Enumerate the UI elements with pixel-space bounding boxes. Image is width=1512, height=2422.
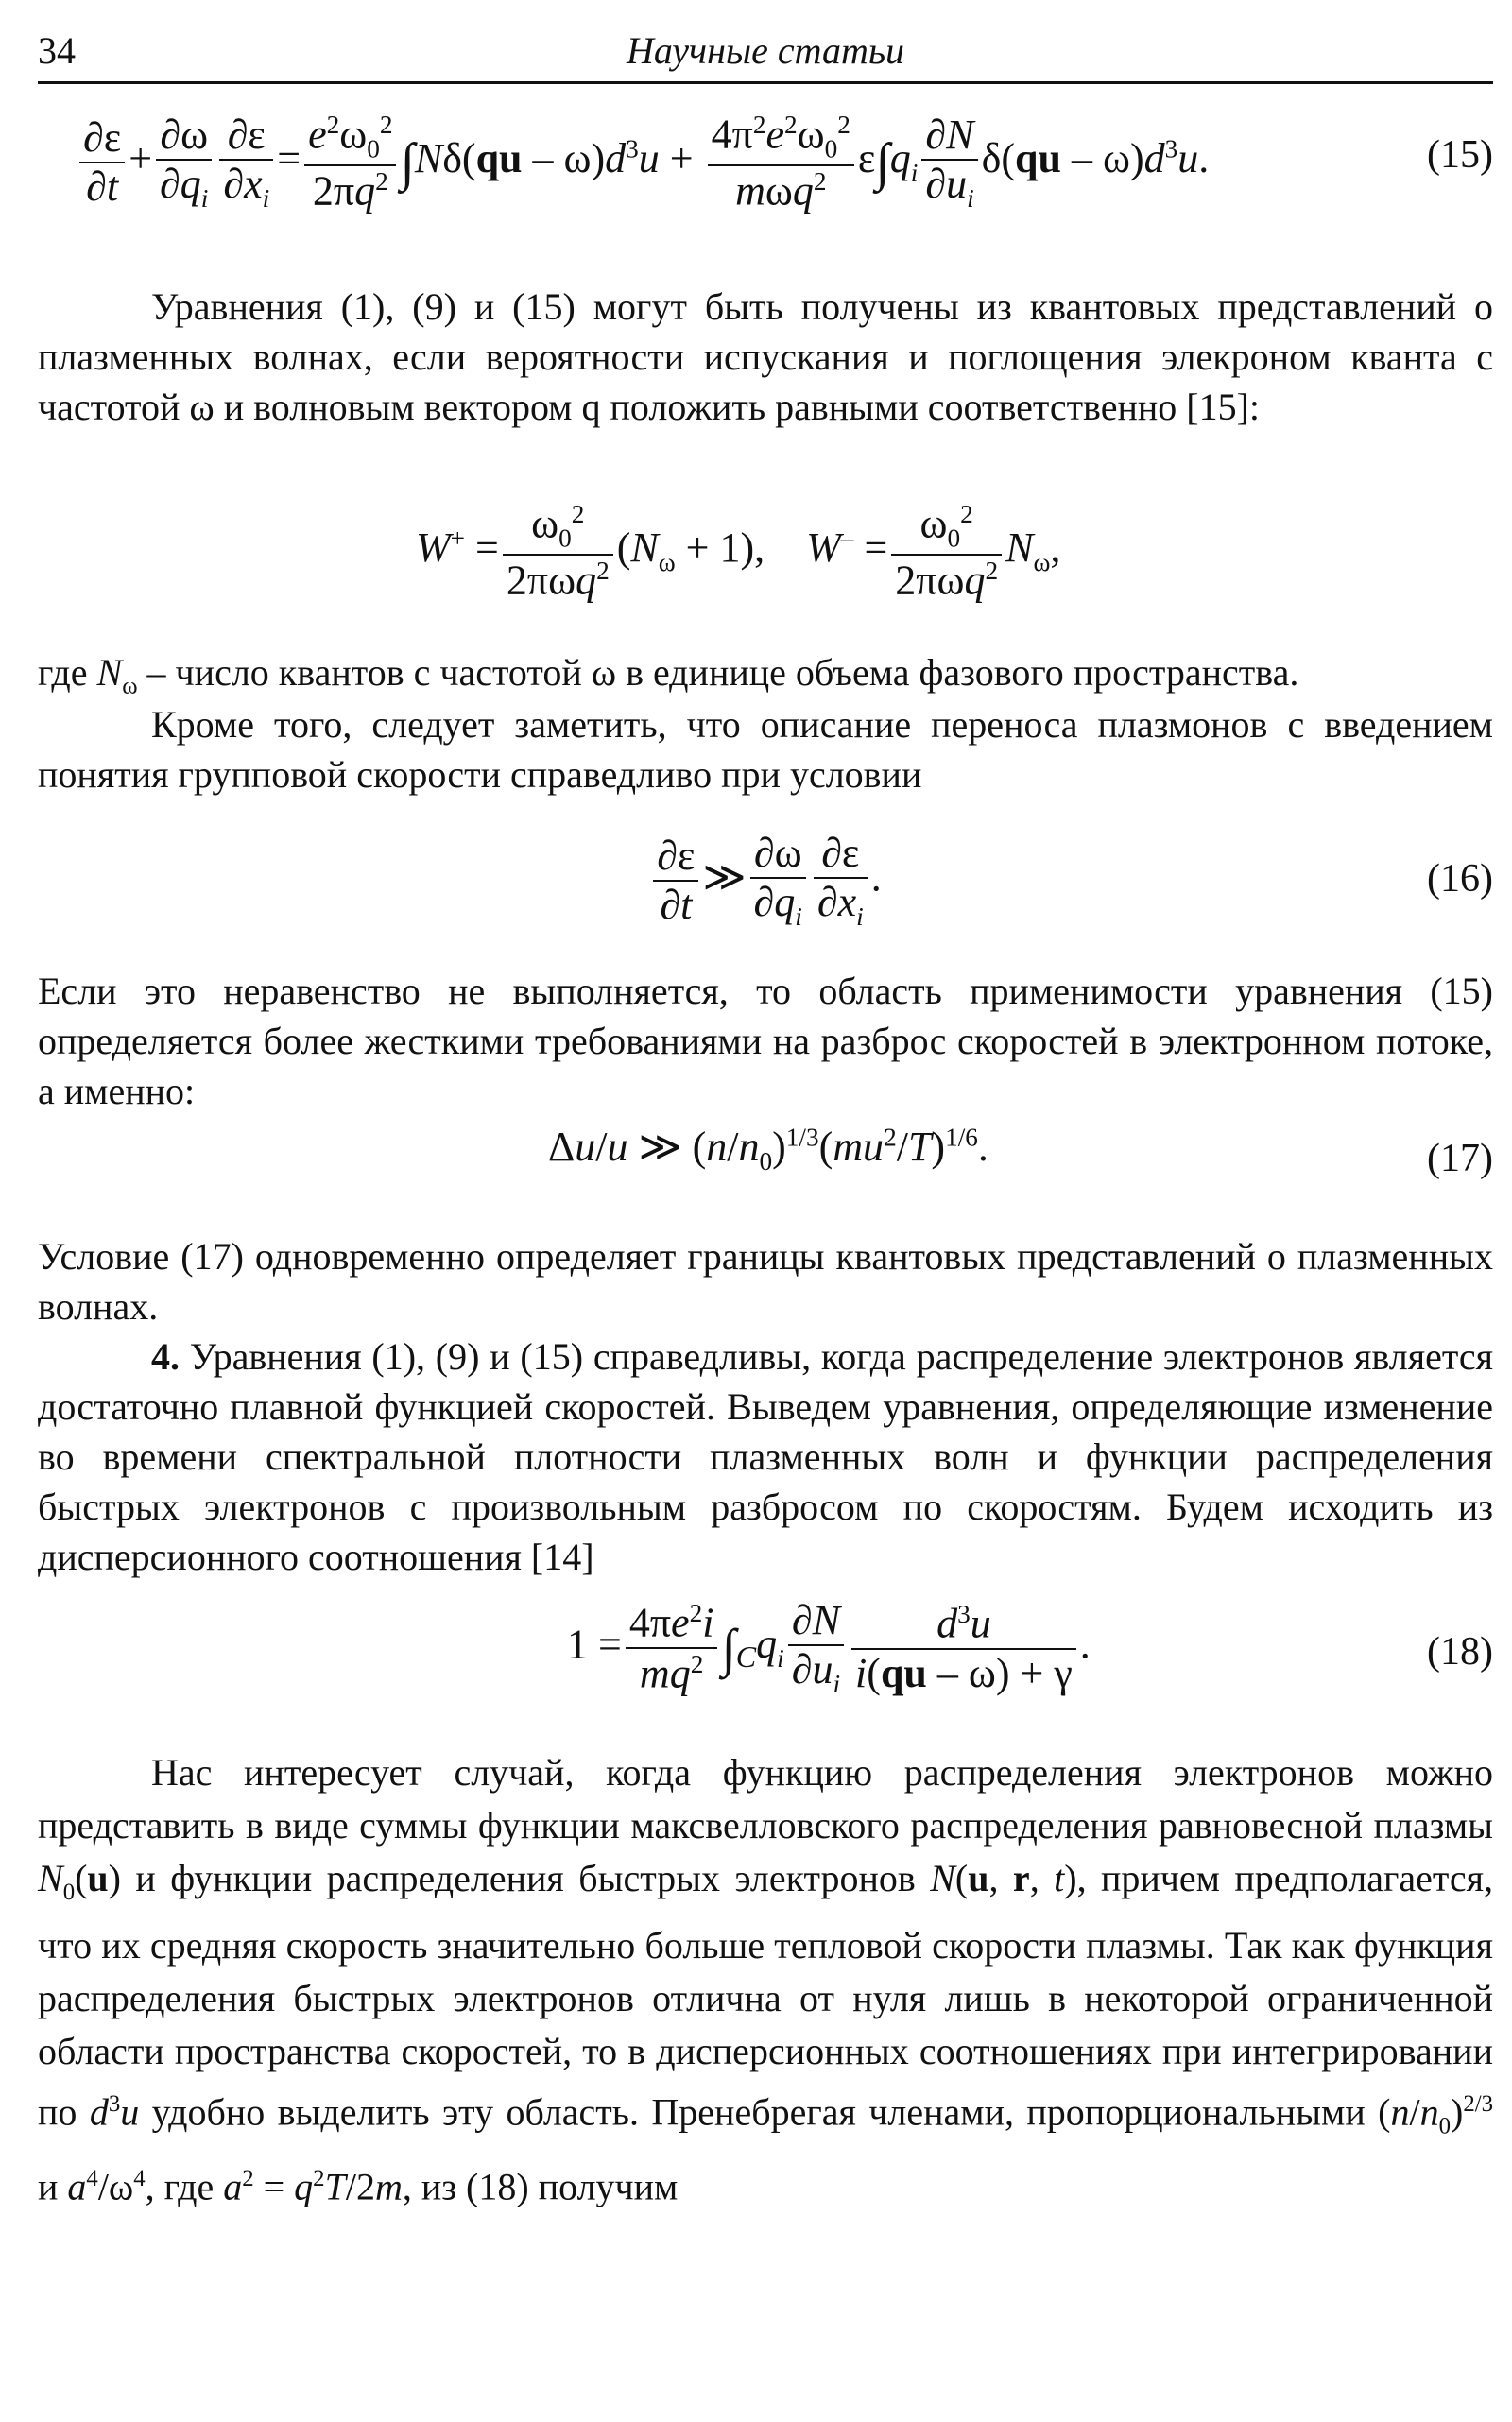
page-number: 34 bbox=[38, 29, 76, 72]
paragraph-1 bbox=[38, 282, 1493, 432]
paragraph-7-f: , где bbox=[145, 2165, 224, 2208]
paragraph-2-symbol: N bbox=[96, 651, 123, 694]
paragraph-1-text: Уравнения (1), (9) и (15) могут быть получены из квантовых представлений о плазменных волнах, если вероятности испускания и поглощения элекроном кванта с частотой ω и волновым вектором q положить равными соответственно [15]: bbox=[38, 285, 1493, 428]
paragraph-7-c: , причем предполагается, что их средняя скорость значительно больше тепловой скорости плазмы. Так как функция распределения быстрых электронов отлична от нуля лишь в некоторой ограниченной области пространства скоростей, то в дисперсионных соотношениях при интегрировании по bbox=[38, 1857, 1494, 2134]
paragraph-2-rest: – число квантов с частотой ω в единице объема фазового пространства. bbox=[137, 651, 1299, 694]
paragraph-4 bbox=[38, 966, 1493, 1116]
paragraph-4-text: Если это неравенство не выполняется, то область применимости уравнения (15) определяется более жесткими требованиями на разброс скоростей в электронном потоке, а именно: bbox=[38, 970, 1493, 1112]
paragraph-2-subscript: ω bbox=[122, 674, 138, 699]
paragraph-7: Нас интересует случай, когда функцию распределения электронов можно представить в виде суммы функции максвелловского распределения равновесной плазмы $N_0(u)$ и функции распределения быстрых электронов N(u, r, t), причем предполагается, что их средняя скорость значительно больше тепловой скорости плазмы. Так как функция распределения быстрых электронов отлична от нуля лишь в некоторой ограниченной области пространства скоростей, то в дисперсионных соотношениях при интегрировании по $d^3u$ удобно выделить эту область. Пренебрегая членами, пропорциональными $(n/n_0)^{2/3}$ и $a^4/\omega^4$, где $a^2 = q^2T/2m$, из (18) получим bbox=[38, 1751, 1494, 2208]
section-number: 4. bbox=[151, 1335, 180, 1378]
equation-18-formula: 1 = $\frac{4\pi e^2i}{mq^2}$ $\int_Cq_i$ $\frac{\partial N}{\partial u_i}$ $\frac{d^3u}{i(qu - \omega) + \gamma}$ . bbox=[567, 1597, 1091, 1698]
equation-16-number: (16) bbox=[1427, 857, 1493, 901]
paragraph-7-e: и bbox=[38, 2165, 68, 2208]
paragraph-7-a: Нас интересует случай, когда функцию распределения электронов можно представить в виде суммы функции максвелловского распределения равновесной плазмы bbox=[38, 1751, 1493, 1847]
equation-17 bbox=[38, 1123, 1493, 1198]
equation-w bbox=[38, 501, 1493, 614]
equation-17-number: (17) bbox=[1427, 1137, 1493, 1180]
paragraph-6-text: Уравнения (1), (9) и (15) справедливы, когда распределение электронов является достаточно плавной функцией скоростей. Выведем уравнения, определяющие изменение во времени спектральной плотности плазменных волн и функции распределения быстрых электронов с произвольным разбросом по скоростям. Будем исходить из дисперсионного соотношения [14] bbox=[38, 1335, 1493, 1578]
equation-15-formula: $\frac{\partial\varepsilon}{\partial t}$ + $\frac{\partial\omega}{\partial q_i}$ $\frac{\partial\varepsilon}{\partial x_i}$ = $\frac{e^2\omega_0^2}{2\pi q^2}$ $\int N\delta(qu - \omega)d^3u$ + $\frac{4\pi^2e^2\omega_0^2}{m\omega q^2}$ $\varepsilon\int q_i$ $\frac{\partial N}{\partial u_i}$ $\delta(qu - \omega)d^3u$. bbox=[76, 112, 1209, 214]
page-header bbox=[38, 26, 1493, 76]
paragraph-5-text: Условие (17) одновременно определяет границы квантовых представлений о плазменных волнах. bbox=[38, 1235, 1493, 1328]
equation-18-number: (18) bbox=[1427, 1630, 1493, 1674]
paragraph-6 bbox=[38, 1331, 1493, 1582]
equation-17-formula: Δu/u ≫ $(n/n_0)^{1/3}(mu^2/T)^{1/6}$. bbox=[548, 1123, 988, 1176]
running-title: Научные статьи bbox=[626, 29, 905, 72]
equation-15 bbox=[38, 111, 1493, 215]
header-rule bbox=[38, 81, 1493, 84]
paragraph-2-prefix: где bbox=[38, 651, 88, 694]
paragraph-3-text: Кроме того, следует заметить, что описание переноса плазмонов с введением понятия групповой скорости справедливо при условии bbox=[38, 703, 1493, 796]
paragraph-7-d: удобно выделить эту область. Пренебрегая членами, пропорциональными bbox=[139, 2090, 1379, 2134]
paragraph-7-b: и функции распределения быстрых электронов bbox=[121, 1857, 931, 1899]
paragraph-5 bbox=[38, 1231, 1493, 1331]
paragraph-3 bbox=[38, 699, 1493, 799]
equation-16-formula: $\frac{\partial\varepsilon}{\partial t}$ ≫ $\frac{\partial\omega}{\partial q_i}$ $\frac{\partial\varepsilon}{\partial x_i}$ . bbox=[38, 832, 1493, 931]
equation-15-number: (15) bbox=[1427, 133, 1493, 177]
equation-w-formula: W+ = $\frac{\omega_0^2}{2\pi\omega q^2}$ $(N_\omega + 1)$, W– = $\frac{\omega_0^2}{2\pi\omega q^2}$ $N_\omega$, bbox=[416, 500, 1061, 604]
equation-18 bbox=[38, 1599, 1493, 1722]
equation-16 bbox=[38, 832, 1493, 936]
paragraph-7-g: , из (18) получим bbox=[402, 2165, 679, 2208]
